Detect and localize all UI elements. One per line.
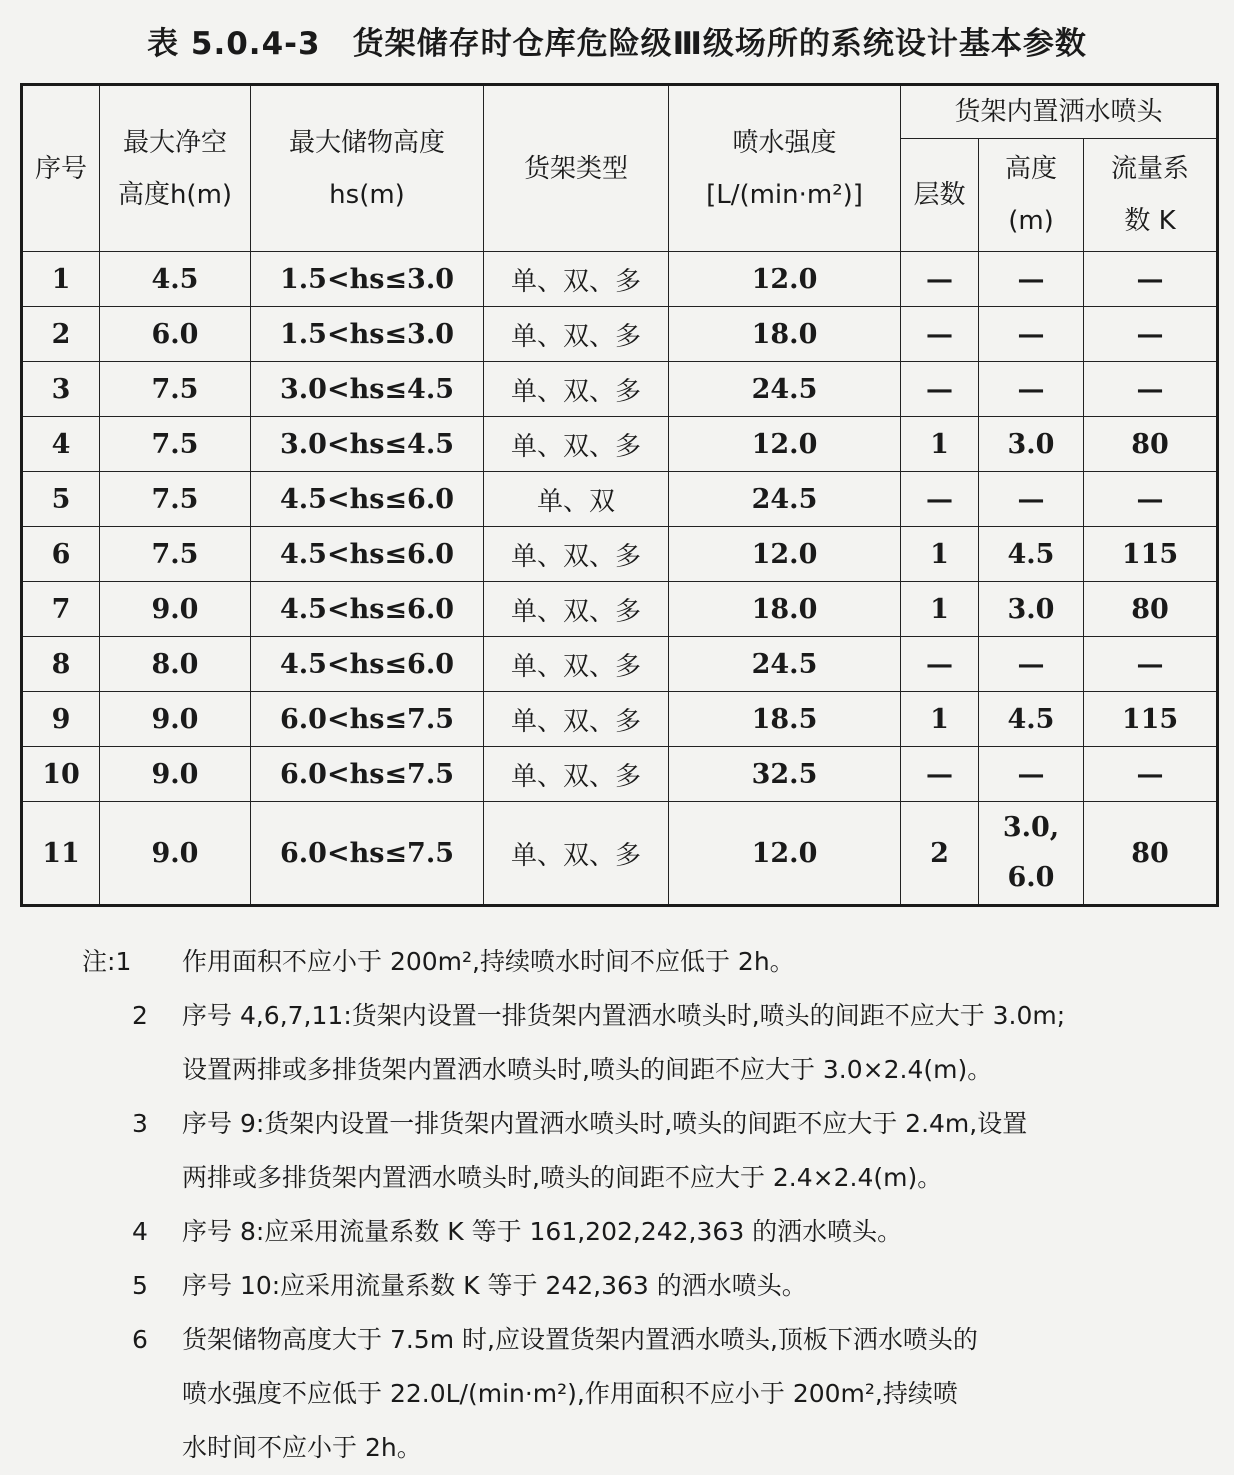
cell-density: 12.0	[669, 252, 901, 307]
cell-levels: —	[901, 747, 979, 802]
cell-density: 24.5	[669, 472, 901, 527]
header-spray-density	[669, 85, 901, 252]
cell-type: 单、双、多	[484, 307, 669, 362]
note-number: 4	[132, 1217, 148, 1246]
note-line: 两排或多排货架内置洒水喷头时,喷头的间距不应大于 2.4×2.4(m)。	[182, 1163, 943, 1192]
cell-levels: —	[901, 252, 979, 307]
cell-k: 80	[1084, 417, 1218, 472]
table-row	[22, 527, 1218, 582]
table-row	[22, 637, 1218, 692]
cell-h: 6.0	[100, 307, 251, 362]
note-line: 序号 4,6,7,11:货架内设置一排货架内置洒水喷头时,喷头的间距不应大于 3.0m;	[182, 1001, 1066, 1030]
cell-k: —	[1084, 472, 1218, 527]
table-row	[22, 692, 1218, 747]
cell-height: 4.5	[979, 692, 1084, 747]
header-seq: 序号	[22, 85, 100, 252]
cell-type: 单、双、多	[484, 637, 669, 692]
note-text	[182, 1097, 1222, 1205]
cell-height: —	[979, 747, 1084, 802]
table-row	[22, 472, 1218, 527]
cell-type: 单、双、多	[484, 747, 669, 802]
cell-type: 单、双、多	[484, 582, 669, 637]
cell-seq: 11	[22, 802, 100, 906]
note-item	[82, 1205, 1222, 1259]
cell-type: 单、双、多	[484, 417, 669, 472]
cell-height: —	[979, 307, 1084, 362]
cell-h: 7.5	[100, 362, 251, 417]
note-number: 2	[132, 1001, 148, 1030]
note-line: 喷水强度不应低于 22.0L/(min·m²),作用面积不应小于 200m²,持续喷	[182, 1379, 958, 1408]
note-item	[82, 935, 1222, 989]
cell-k: —	[1084, 637, 1218, 692]
cell-density: 18.0	[669, 307, 901, 362]
header-k-line1: 流量系	[1111, 154, 1190, 184]
cell-type: 单、双、多	[484, 692, 669, 747]
cell-seq: 8	[22, 637, 100, 692]
cell-hs: 4.5<hs≤6.0	[251, 472, 484, 527]
header-max-storage-height	[251, 85, 484, 252]
note-number: 6	[132, 1325, 148, 1354]
cell-levels: 1	[901, 692, 979, 747]
table-row	[22, 747, 1218, 802]
cell-density: 32.5	[669, 747, 901, 802]
table-row	[22, 307, 1218, 362]
cell-height	[979, 802, 1084, 906]
cell-levels: 1	[901, 417, 979, 472]
cell-hs: 6.0<hs≤7.5	[251, 802, 484, 906]
note-item	[82, 1259, 1222, 1313]
cell-h: 4.5	[100, 252, 251, 307]
cell-type: 单、双、多	[484, 802, 669, 906]
cell-density: 18.0	[669, 582, 901, 637]
cell-k: 80	[1084, 582, 1218, 637]
cell-h: 9.0	[100, 692, 251, 747]
cell-height-line2: 6.0	[1007, 862, 1055, 893]
cell-density: 24.5	[669, 637, 901, 692]
cell-levels: 1	[901, 582, 979, 637]
note-number: 3	[132, 1109, 148, 1138]
note-line: 水时间不应小于 2h。	[182, 1433, 422, 1462]
table-row	[22, 802, 1218, 906]
note-item	[82, 1097, 1222, 1205]
cell-seq: 3	[22, 362, 100, 417]
cell-levels: 2	[901, 802, 979, 906]
cell-levels: —	[901, 472, 979, 527]
note-text	[182, 1205, 1222, 1259]
cell-h: 7.5	[100, 527, 251, 582]
header-max-storage-height-line2: hs(m)	[329, 179, 405, 210]
cell-density: 24.5	[669, 362, 901, 417]
note-line: 序号 9:货架内设置一排货架内置洒水喷头时,喷头的间距不应大于 2.4m,设置	[182, 1109, 1028, 1138]
header-max-clear-height-line2: 高度h(m)	[117, 179, 233, 210]
header-height-line2: (m)	[1008, 206, 1054, 236]
cell-hs: 4.5<hs≤6.0	[251, 527, 484, 582]
cell-hs: 4.5<hs≤6.0	[251, 582, 484, 637]
header-max-storage-height-line1: 最大储物高度	[288, 127, 445, 158]
cell-levels: 1	[901, 527, 979, 582]
header-max-clear-height	[100, 85, 251, 252]
note-number	[82, 935, 182, 989]
note-text	[182, 1259, 1222, 1313]
cell-height-line1: 3.0,	[1002, 812, 1060, 843]
cell-h: 9.0	[100, 747, 251, 802]
cell-h: 9.0	[100, 582, 251, 637]
cell-k: 80	[1084, 802, 1218, 906]
cell-hs: 6.0<hs≤7.5	[251, 692, 484, 747]
cell-hs: 4.5<hs≤6.0	[251, 637, 484, 692]
cell-density: 18.5	[669, 692, 901, 747]
cell-seq: 10	[22, 747, 100, 802]
cell-density: 12.0	[669, 417, 901, 472]
note-number: 5	[132, 1271, 148, 1300]
cell-k: 115	[1084, 692, 1218, 747]
cell-levels: —	[901, 362, 979, 417]
cell-type: 单、双、多	[484, 252, 669, 307]
table-row	[22, 362, 1218, 417]
cell-levels: —	[901, 637, 979, 692]
notes-prefix: 注:	[82, 947, 116, 976]
cell-height: 3.0	[979, 582, 1084, 637]
cell-hs: 3.0<hs≤4.5	[251, 362, 484, 417]
cell-h: 8.0	[100, 637, 251, 692]
header-height	[979, 139, 1084, 252]
note-line: 作用面积不应小于 200m²,持续喷水时间不应低于 2h。	[182, 947, 795, 976]
cell-height: —	[979, 472, 1084, 527]
header-in-rack-sprinklers: 货架内置洒水喷头	[901, 85, 1218, 139]
cell-hs: 6.0<hs≤7.5	[251, 747, 484, 802]
cell-seq: 1	[22, 252, 100, 307]
note-num: 1	[115, 947, 132, 976]
cell-density: 12.0	[669, 802, 901, 906]
notes-section	[82, 935, 1222, 1475]
note-text	[182, 935, 1222, 989]
header-k-factor	[1084, 139, 1218, 252]
cell-type: 单、双	[484, 472, 669, 527]
cell-type: 单、双、多	[484, 362, 669, 417]
cell-k: —	[1084, 362, 1218, 417]
cell-k: —	[1084, 252, 1218, 307]
cell-type: 单、双、多	[484, 527, 669, 582]
cell-hs: 3.0<hs≤4.5	[251, 417, 484, 472]
header-spray-density-line1: 喷水强度	[732, 127, 837, 158]
header-spray-density-line2: [L/(min·m²)]	[706, 179, 863, 210]
header-height-line1: 高度	[1004, 154, 1057, 184]
note-item	[82, 1313, 1222, 1475]
cell-levels: —	[901, 307, 979, 362]
table-row	[22, 582, 1218, 637]
cell-seq: 6	[22, 527, 100, 582]
header-max-clear-height-line1: 最大净空	[122, 127, 227, 158]
table-row	[22, 252, 1218, 307]
cell-height: —	[979, 362, 1084, 417]
table-title: 表 5.0.4-3 货架储存时仓库危险级Ⅲ级场所的系统设计基本参数	[147, 26, 1087, 62]
cell-h: 7.5	[100, 417, 251, 472]
table-row	[22, 417, 1218, 472]
cell-seq: 7	[22, 582, 100, 637]
note-line: 序号 8:应采用流量系数 K 等于 161,202,242,363 的洒水喷头。	[182, 1217, 903, 1246]
cell-height: 4.5	[979, 527, 1084, 582]
cell-seq: 5	[22, 472, 100, 527]
parameters-table	[20, 83, 1219, 907]
cell-hs: 1.5<hs≤3.0	[251, 252, 484, 307]
cell-height: —	[979, 252, 1084, 307]
cell-density: 12.0	[669, 527, 901, 582]
note-text	[182, 1313, 1222, 1475]
note-line: 序号 10:应采用流量系数 K 等于 242,363 的洒水喷头。	[182, 1271, 807, 1300]
cell-h: 7.5	[100, 472, 251, 527]
note-line: 设置两排或多排货架内置洒水喷头时,喷头的间距不应大于 3.0×2.4(m)。	[182, 1055, 993, 1084]
header-rack-type: 货架类型	[484, 85, 669, 252]
note-item	[82, 989, 1222, 1097]
cell-height: 3.0	[979, 417, 1084, 472]
cell-k: —	[1084, 307, 1218, 362]
cell-hs: 1.5<hs≤3.0	[251, 307, 484, 362]
note-text	[182, 989, 1222, 1097]
cell-height: —	[979, 637, 1084, 692]
cell-seq: 2	[22, 307, 100, 362]
cell-k: 115	[1084, 527, 1218, 582]
cell-seq: 9	[22, 692, 100, 747]
header-levels: 层数	[901, 139, 979, 252]
header-k-line2: 数 K	[1124, 206, 1176, 236]
cell-h: 9.0	[100, 802, 251, 906]
note-line: 货架储物高度大于 7.5m 时,应设置货架内置洒水喷头,顶板下洒水喷头的	[182, 1325, 978, 1354]
cell-seq: 4	[22, 417, 100, 472]
cell-k: —	[1084, 747, 1218, 802]
